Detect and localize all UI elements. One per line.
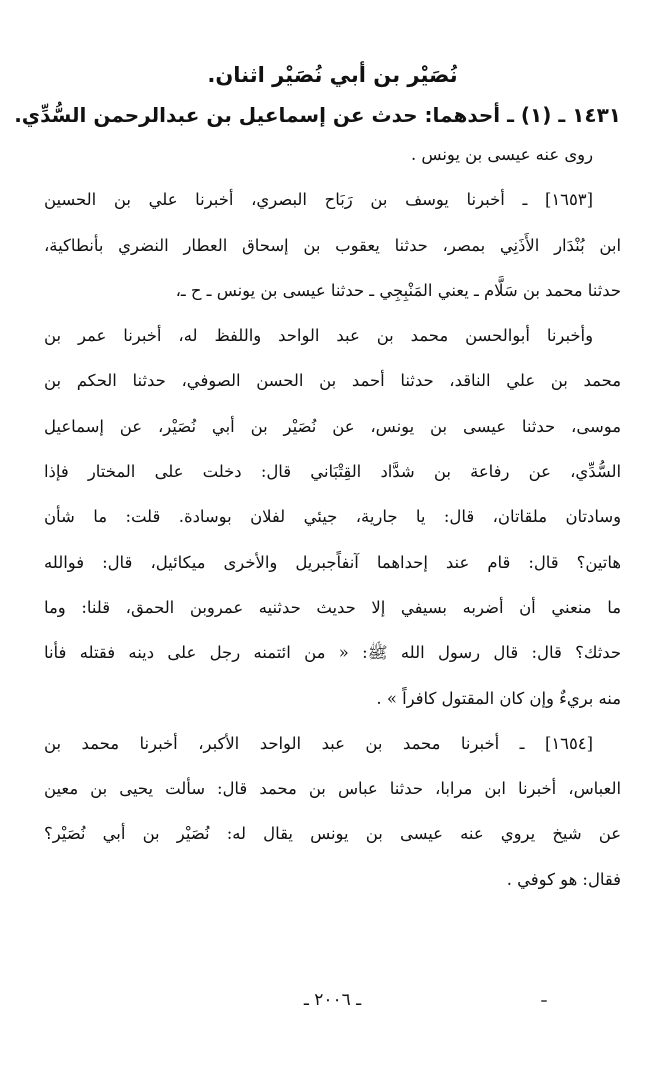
- text-line: حدثنا محمد بن سَلَّام ـ يعني المَنْبِجِي ـ حدثنا عيسى بن يونس ـ ح ـ،: [175, 280, 621, 300]
- text-line: وسادتان ملقاتان، قال: يا جارية، جيئي لفلان بوسادة. قلت: ما شأن: [44, 507, 621, 527]
- text-line: عن شيخ يروي عنه عيسى بن يونس يقال له: نُصَيْر بن أبي نُصَيْر؟: [44, 824, 621, 844]
- text-line: [١٦٥٣] ـ أخبرنا يوسف بن رَبَاح البصري، أخبرنا علي بن الحسين: [44, 190, 593, 210]
- paragraph-isnad: [44, 313, 621, 721]
- text-line: وأخبرنا أبوالحسن محمد بن عبد الواحد واللفظ له، أخبرنا عمر بن: [44, 326, 593, 346]
- text-line: هاتين؟ قال: قام عند إحداهما آنفاًجبريل والأخرى ميكائيل، قال: فوالله: [44, 552, 621, 572]
- text-line: فقال: هو كوفي .: [506, 869, 621, 889]
- text-line: العباس، أخبرنا ابن مرابا، حدثنا عباس بن محمد قال: سألت يحيى بن معين: [44, 779, 621, 799]
- page-number: ـ ٢٠٠٦ ـ: [303, 990, 362, 1010]
- text-line: ابن بُنْدَار الأَذَنِي بمصر، حدثنا يعقوب بن إسحاق العطار النضري بأنطاكية،: [44, 235, 621, 255]
- text-line: موسى، حدثنا عيسى بن يونس، عن نُصَيْر بن أبي نُصَيْر، عن إسماعيل: [44, 416, 621, 436]
- document-body: [14, 50, 621, 902]
- entry-heading: ١٤٣١ ـ (١) ـ أحدهما: حدث عن إسماعيل بن عبدالرحمن السُّدِّي.: [14, 103, 621, 127]
- text-line: منه بريءٌ وإن كان المقتول كافراً » .: [376, 688, 621, 708]
- chapter-title: نُصَيْر بن أبي نُصَيْر اثنان.: [207, 63, 458, 87]
- text-line: ما منعني أن أضربه بسيفي إلا حديث حدثنيه عمروبن الحمق، قلنا: وما: [44, 597, 621, 617]
- intro-line: روى عنه عيسى بن يونس .: [411, 145, 593, 164]
- paragraph-1654: [44, 721, 621, 902]
- paragraph-1653: [44, 177, 621, 313]
- text-line: السُّدِّي، عن رفاعة بن شدَّاد القِتْبَاني قال: دخلت على المختار فإذا: [44, 462, 621, 482]
- text-line: حدثك؟ قال: قال رسول الله ﷺ: « من ائتمنه رجل على دينه فقتله فأنا: [44, 643, 621, 663]
- text-line: محمد بن علي الناقد، حدثنا أحمد بن الحسن الصوفي، حدثنا الحكم بن: [44, 371, 621, 391]
- text-line: [١٦٥٤] ـ أخبرنا محمد بن عبد الواحد الأكبر، أخبرنا محمد بن: [44, 733, 593, 753]
